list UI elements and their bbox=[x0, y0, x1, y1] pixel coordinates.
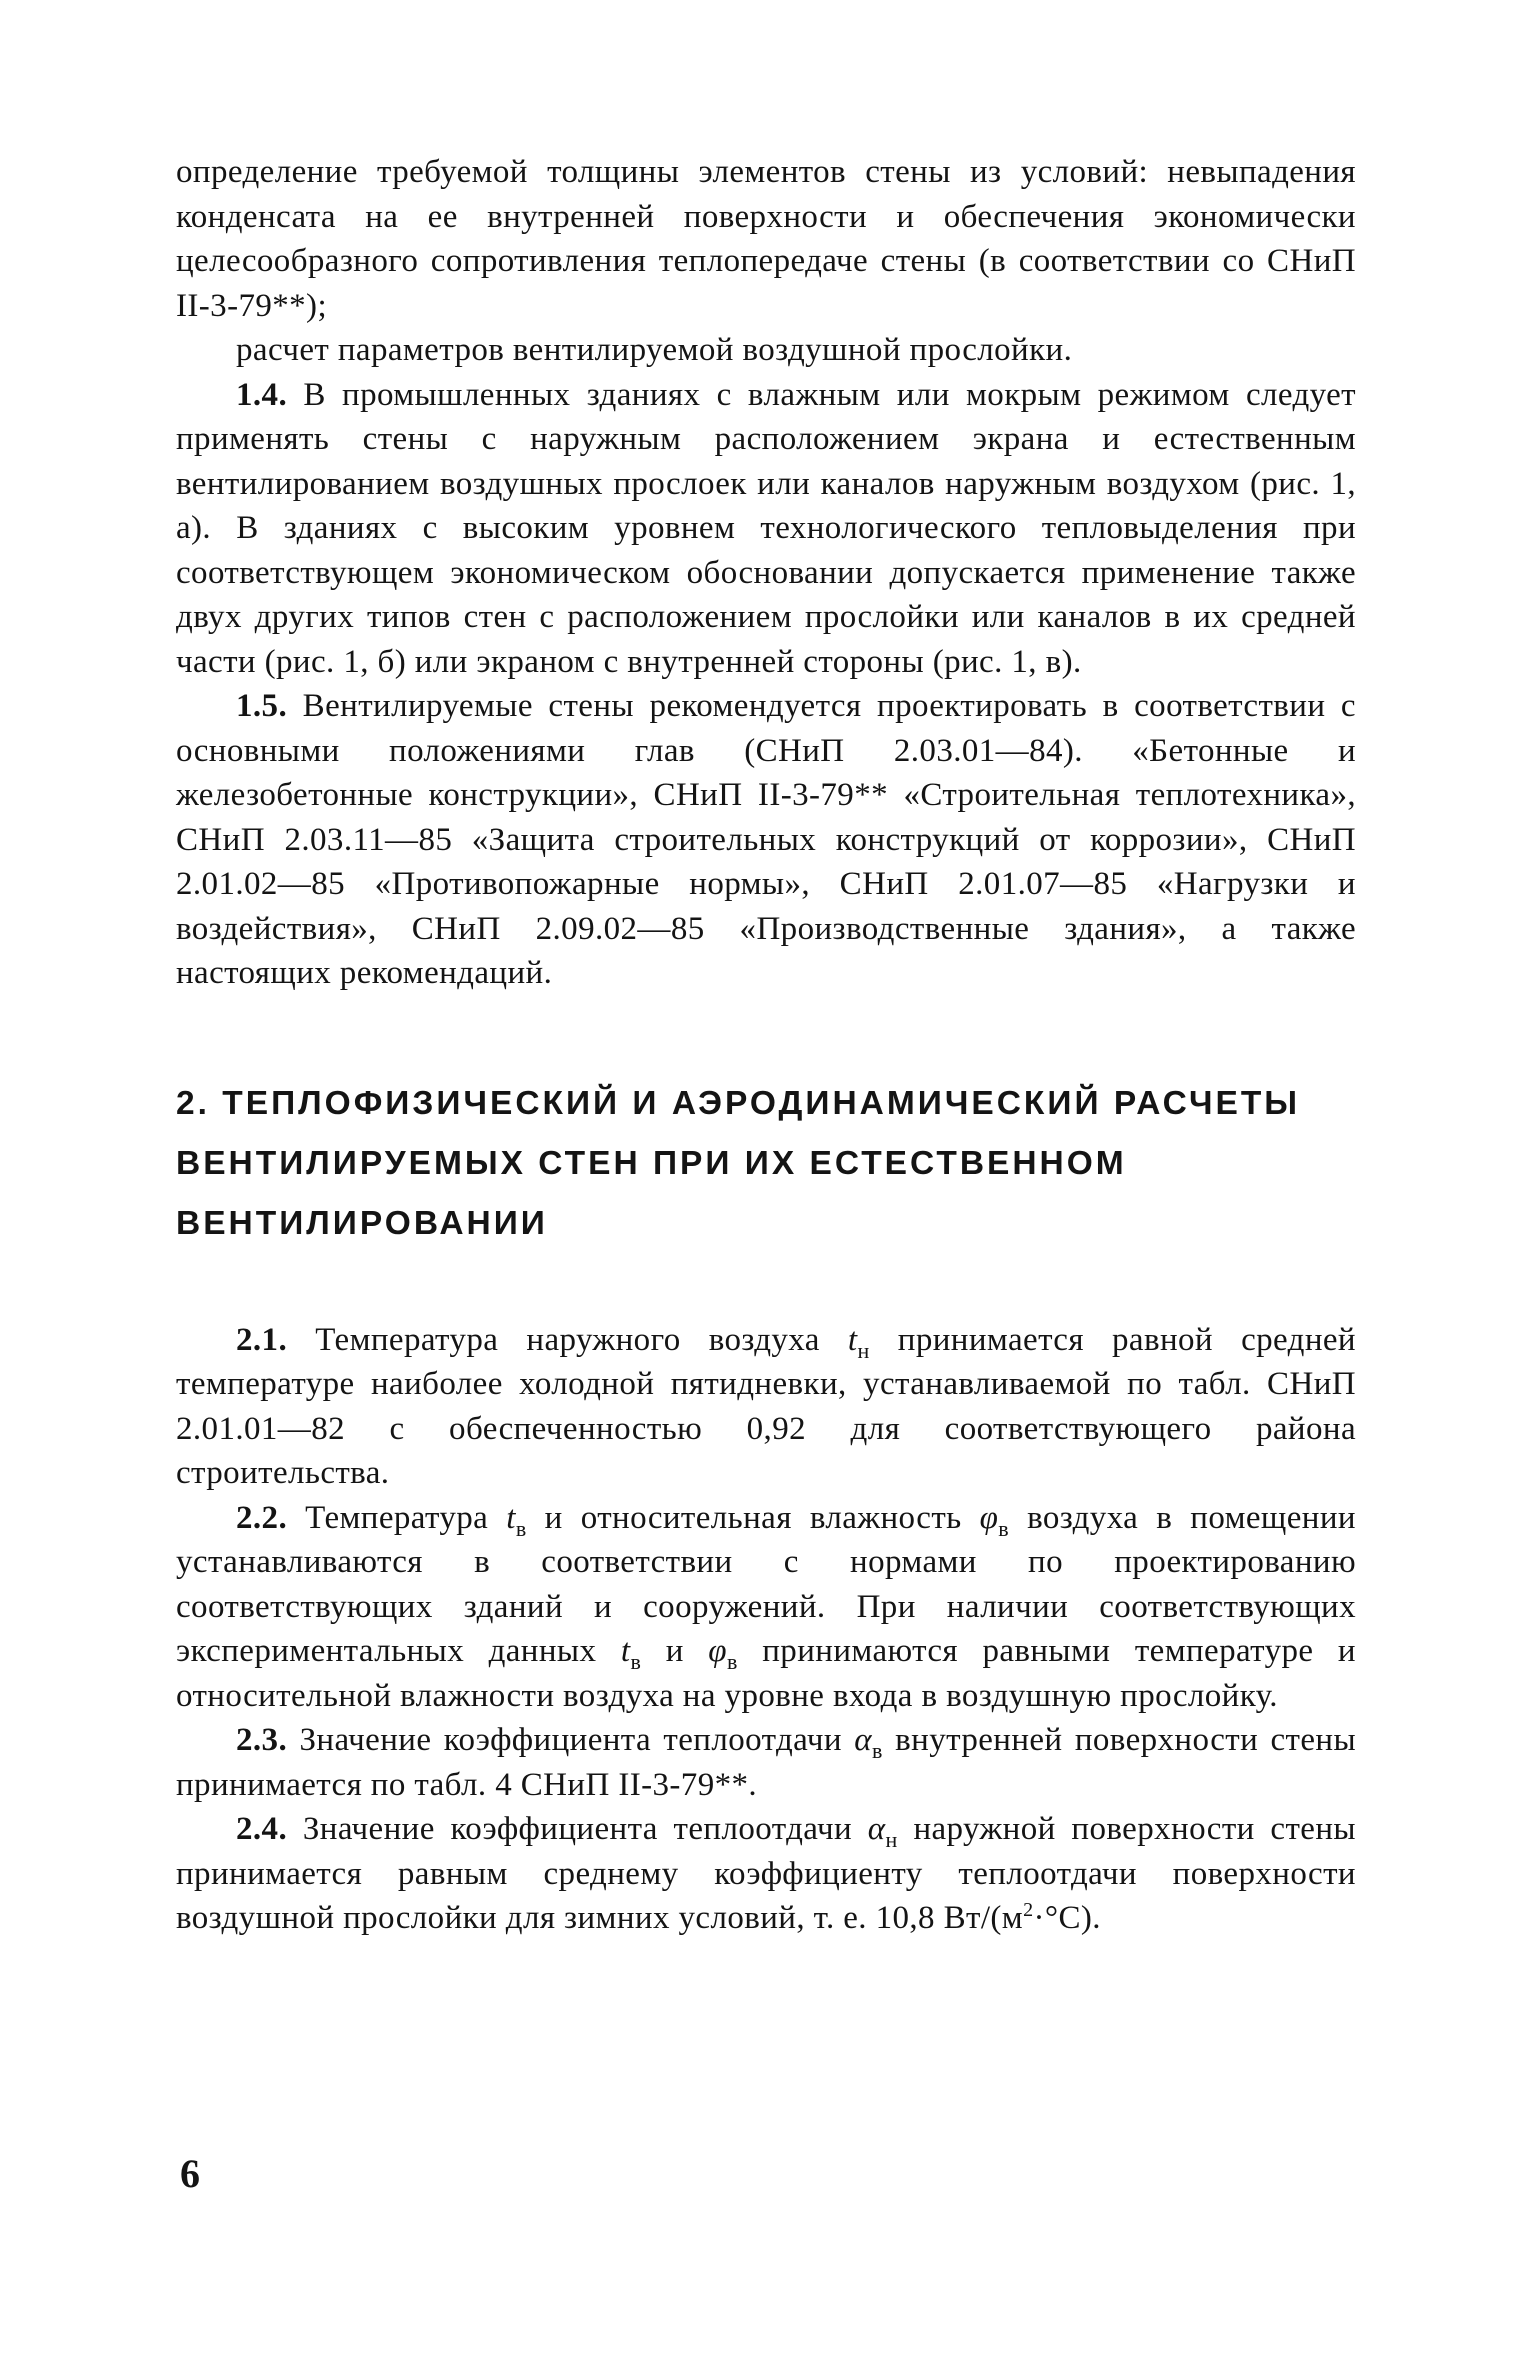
list-item-condensation bbox=[176, 150, 1356, 328]
symbol-t: t bbox=[620, 1633, 631, 1669]
subscript: в bbox=[872, 1738, 883, 1763]
list-item-air-gap bbox=[176, 328, 1356, 373]
symbol-t: t bbox=[506, 1499, 516, 1536]
paragraph-text: Температура наружного воздуха bbox=[315, 1321, 820, 1358]
paragraph-2-1 bbox=[176, 1318, 1356, 1496]
paragraph-text: принимается равной средней температуре наиболее холодной пятидневки, устанавливаемой по табл. СНиП 2.01.01—82 с обеспеченностью 0,92 для соответствующего района строительства. bbox=[176, 1321, 1356, 1491]
subscript: в bbox=[998, 1515, 1010, 1541]
subscript: в bbox=[726, 1649, 738, 1674]
paragraph-text: воздуха в помещении устанавливаются в соответствии с нормами по проектированию соответствующих зданий и сооружений. При наличии соответствующих экспериментальных данных bbox=[176, 1499, 1356, 1669]
paragraph-1-5 bbox=[176, 684, 1356, 996]
paragraph-text: принимаются равными температуре и относительной влажности воздуха на уровне входа в воздушную прослойку. bbox=[176, 1633, 1356, 1714]
paragraph-text: Значение коэффициента теплоотдачи bbox=[302, 1811, 853, 1847]
clause-number: 2.4. bbox=[236, 1811, 288, 1847]
paragraph-1-4 bbox=[176, 373, 1356, 685]
clause-number: 1.4. bbox=[236, 376, 288, 413]
paragraph-2-4 bbox=[176, 1807, 1356, 1941]
section-title: ТЕПЛОФИЗИЧЕСКИЙ И АЭРОДИНАМИЧЕСКИЙ РАСЧЕТЫ ВЕНТИЛИРУЕМЫХ СТЕН ПРИ ИХ ЕСТЕСТВЕННОМ ВЕНТИЛИРОВАНИИ bbox=[176, 1084, 1301, 1242]
paragraph-text: Значение коэффициента теплоотдачи bbox=[299, 1722, 842, 1758]
paragraph-text: В промышленных зданиях с влажным или мокрым режимом следует применять стены с наружным расположением экрана и естественным вентилированием воздушных прослоек или каналов наружным воздухом (рис. 1, а). В зданиях с высоким уровнем технологического тепловыделения при соответствующем экономическом обосновании допускается применение также двух других типов стен с расположением прослойки или каналов в их средней части (рис. 1, б) или экраном с внутренней стороны (рис. 1, в). bbox=[176, 376, 1356, 680]
subscript: н bbox=[857, 1337, 870, 1363]
clause-number: 1.5. bbox=[236, 688, 288, 724]
paragraph-text: и относительная влажность bbox=[544, 1499, 962, 1536]
page-body bbox=[176, 150, 1356, 1941]
clause-number: 2.3. bbox=[236, 1722, 288, 1758]
paragraph-text: ·°С). bbox=[1033, 1900, 1101, 1936]
paragraph-text: и bbox=[665, 1633, 684, 1669]
paragraph-2-2 bbox=[176, 1496, 1356, 1719]
subscript: н bbox=[885, 1827, 898, 1852]
paragraph-text: наружной поверхности стены принимается равным среднему коэффициенту теплоотдачи поверхности воздушной прослойки для зимних условий, т. е. 10,8 Вт/(м bbox=[176, 1811, 1356, 1936]
symbol-alpha: α bbox=[867, 1811, 886, 1847]
symbol-phi: φ bbox=[979, 1499, 999, 1536]
paragraph-text: Температура bbox=[305, 1499, 489, 1536]
section-heading bbox=[176, 1074, 1356, 1254]
clause-number: 2.1. bbox=[236, 1321, 288, 1358]
paragraph-text: Вентилируемые стены рекомендуется проектировать в соответствии с основными положениями глав (СНиП 2.03.01—84). «Бетонные и железобетонные конструкции», СНиП II-3-79** «Строительная теплотехника», СНиП 2.03.11—85 «Защита строительных конструкций от коррозии», СНиП 2.01.02—85 «Противопожарные нормы», СНиП 2.01.07—85 «Нагрузки и воздействия», СНиП 2.09.02—85 «Производственные здания», а также настоящих рекомендаций. bbox=[176, 688, 1356, 991]
paragraph-text: внутренней поверхности стены принимается по табл. 4 СНиП II-3-79**. bbox=[176, 1722, 1357, 1803]
subscript: в bbox=[630, 1649, 642, 1674]
subscript: в bbox=[515, 1515, 527, 1541]
paragraph-text: определение требуемой толщины элементов стены из условий: невыпадения конденсата на ее внутренней поверхности и обеспечения экономически целесообразного сопротивления теплопередаче стены (в соответствии со СНиП II-3-79**); bbox=[176, 154, 1356, 324]
symbol-phi: φ bbox=[708, 1633, 727, 1669]
section-number: 2. bbox=[176, 1084, 210, 1122]
paragraph-2-3 bbox=[176, 1718, 1356, 1807]
superscript: 2 bbox=[1023, 1899, 1034, 1921]
clause-number: 2.2. bbox=[236, 1499, 288, 1536]
page-number: 6 bbox=[180, 2151, 200, 2196]
paragraph-text: расчет параметров вентилируемой воздушной прослойки. bbox=[236, 332, 1073, 368]
symbol-t: t bbox=[847, 1321, 858, 1358]
symbol-alpha: α bbox=[854, 1722, 873, 1758]
